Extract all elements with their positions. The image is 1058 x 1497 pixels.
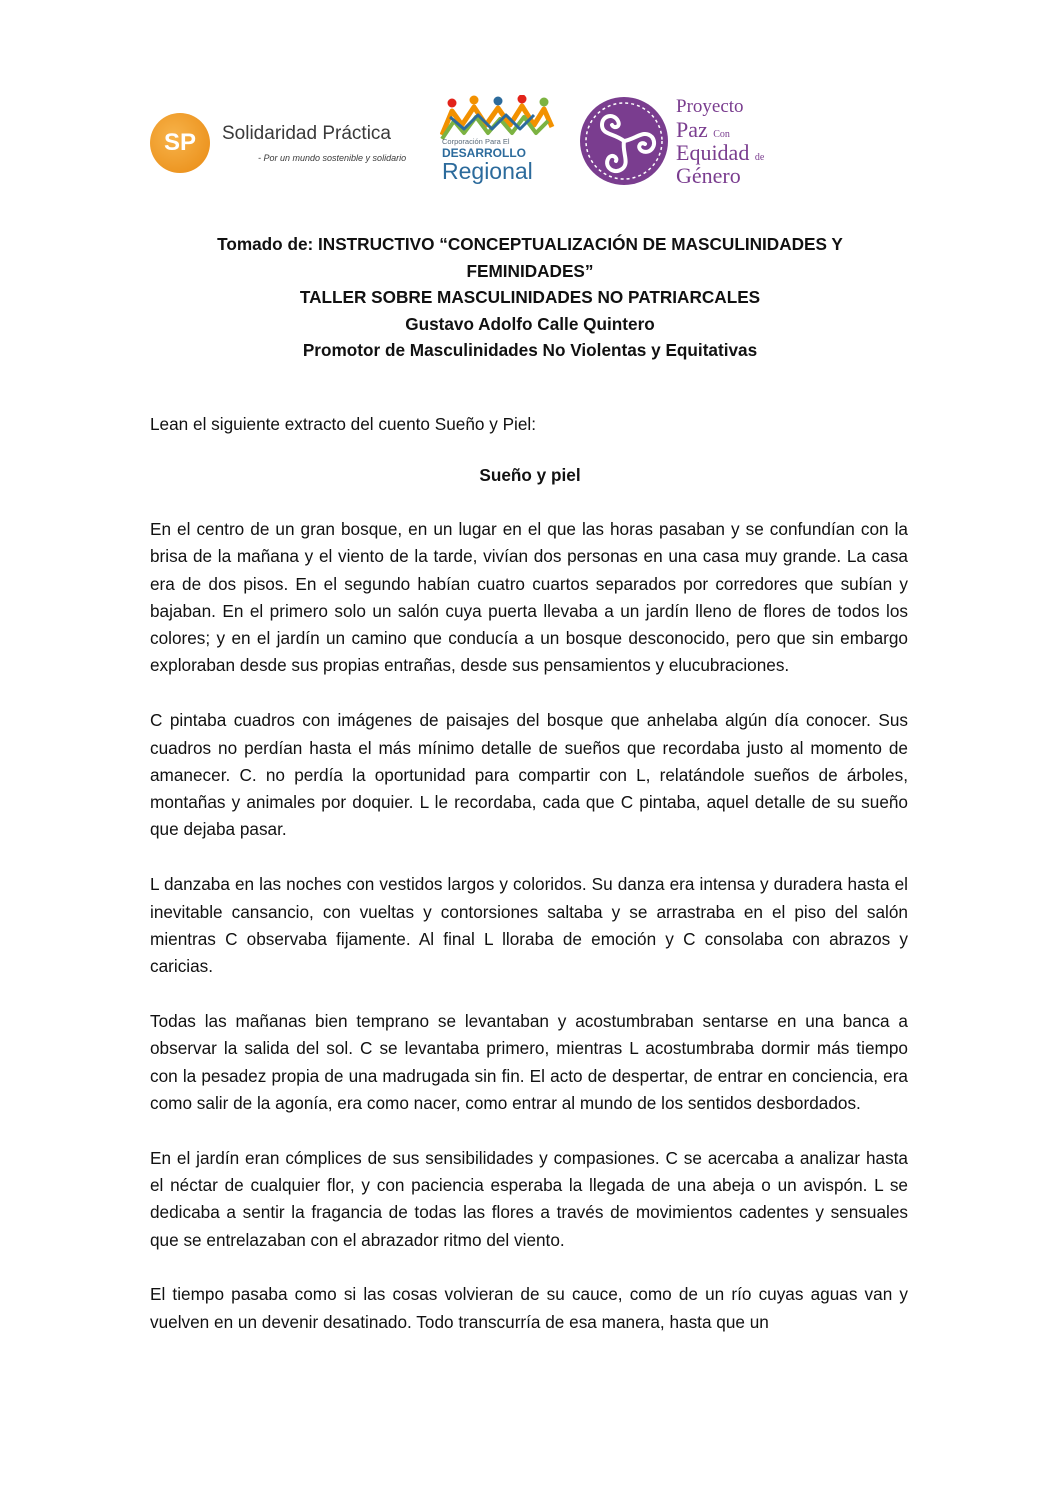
story-paragraph: El tiempo pasaba como si las cosas volvieran de su cauce, como de un río cuyas aguas van y vuelven en un devenir desatinado. Todo transcurría de esa manera, hasta que un <box>150 1284 908 1332</box>
sp-logo-tagline: - Por un mundo sostenible y solidario <box>258 153 407 163</box>
solidaridad-practica-logo <box>150 113 420 173</box>
proyecto-paz-equidad-logo <box>578 95 808 190</box>
cdr-line-3: Regional <box>442 158 533 184</box>
story-paragraph: Todas las mañanas bien temprano se levantaban y acostumbraban sentarse en una banca a observar la salida del sol. C se levantaba primero, mientras L acostumbraba dormir más tiempo con la pesadez propia de una madrugada sin fin. El acto de despertar, de entrar en conciencia, era como salir de la agonía, era como nacer, como entrar al mundo de los sentidos desbordados. <box>150 1010 908 1113</box>
header-author-role: Promotor de Masculinidades No Violentas y Equitativas <box>302 340 758 361</box>
ppe-con: Con <box>713 129 730 140</box>
triskelion-spiral-icon <box>578 95 670 187</box>
intro-instruction: Lean el siguiente extracto del cuento Sueño y Piel: <box>150 414 537 434</box>
people-figures-icon <box>440 95 555 140</box>
sp-sun-icon <box>150 113 210 173</box>
ppe-equidad: Equidad <box>676 140 750 165</box>
ppe-line-2 <box>676 119 764 141</box>
header-author: Gustavo Adolfo Calle Quintero <box>405 313 655 334</box>
ppe-line-3 <box>676 142 764 164</box>
cdr-line-1: Corporación Para El <box>442 137 510 146</box>
ppe-paz: Paz <box>676 117 708 142</box>
story-paragraph: C pintaba cuadros con imágenes de paisajes del bosque que anhelaba algún día conocer. Sus cuadros no perdían hasta el más mínimo detalle de sueños que recordaba justo al momento de amanecer. C. no perdía la oportunidad para compartir con L, relatándole sueños de árboles, montañas y animales por doquier. L le recordaba, cada que C pintaba, aquel detalle de su sueño que dejaba pasar. <box>150 710 908 840</box>
story-paragraph: L danzaba en las noches con vestidos largos y coloridos. Su danza era intensa y duradera hasta el inevitable cansancio, con vueltas y contorsiones saltaba y se arrastraba en el piso del salón mientras C observaba fijamente. Al final L lloraba de emoción y C consolaba con abrazos y caricias. <box>150 874 908 977</box>
cdr-line-2: DESARROLLO <box>442 146 526 160</box>
ppe-logo-text <box>676 97 764 187</box>
ppe-line-4: Género <box>676 163 741 188</box>
desarrollo-regional-logo <box>440 95 555 190</box>
header-source-line: Tomado de: INSTRUCTIVO “CONCEPTUALIZACIÓN DE MASCULINIDADES Y <box>217 234 843 254</box>
header-workshop-title: TALLER SOBRE MASCULINIDADES NO PATRIARCALES <box>299 287 761 308</box>
sp-logo-name: Solidaridad Práctica <box>222 123 391 144</box>
story-body <box>150 516 908 1336</box>
story-paragraph: En el centro de un gran bosque, en un lugar en el que las horas pasaban y se confundían con la brisa de la mañana y el viento de la tarde, vivían dos personas en una casa muy grande. La casa era de dos pisos. En el segundo habían cuatro cuartos separados por corredores que subían y bajaban. En el primero solo un salón cuya puerta llevaba a un jardín lleno de flores de todos los colores; y en el jardín un camino que conducía a un bosque desconocido, pero que sin embargo exploraban desde sus propias entrañas, desde sus pensamientos y elucubraciones. <box>150 519 908 676</box>
ppe-line-1: Proyecto <box>676 96 744 117</box>
document-header <box>150 231 910 364</box>
sp-initials: SP <box>163 129 196 156</box>
header-source-line-cont: FEMINIDADES” <box>466 260 594 281</box>
story-paragraph: En el jardín eran cómplices de sus sensibilidades y compasiones. C se acercaba a analizar hasta el néctar de cualquier flor, y con paciencia esperaba la llegada de una abeja o un avispón. L se dedicaba a sentir la fragancia de todas las flores a través de movimientos cadentes y sensuales que se entrelazaban con el abrazador ritmo del viento. <box>150 1147 908 1250</box>
ppe-de: de <box>754 152 765 163</box>
logo-banner <box>150 95 810 195</box>
story-title: Sueño y piel <box>479 465 581 485</box>
